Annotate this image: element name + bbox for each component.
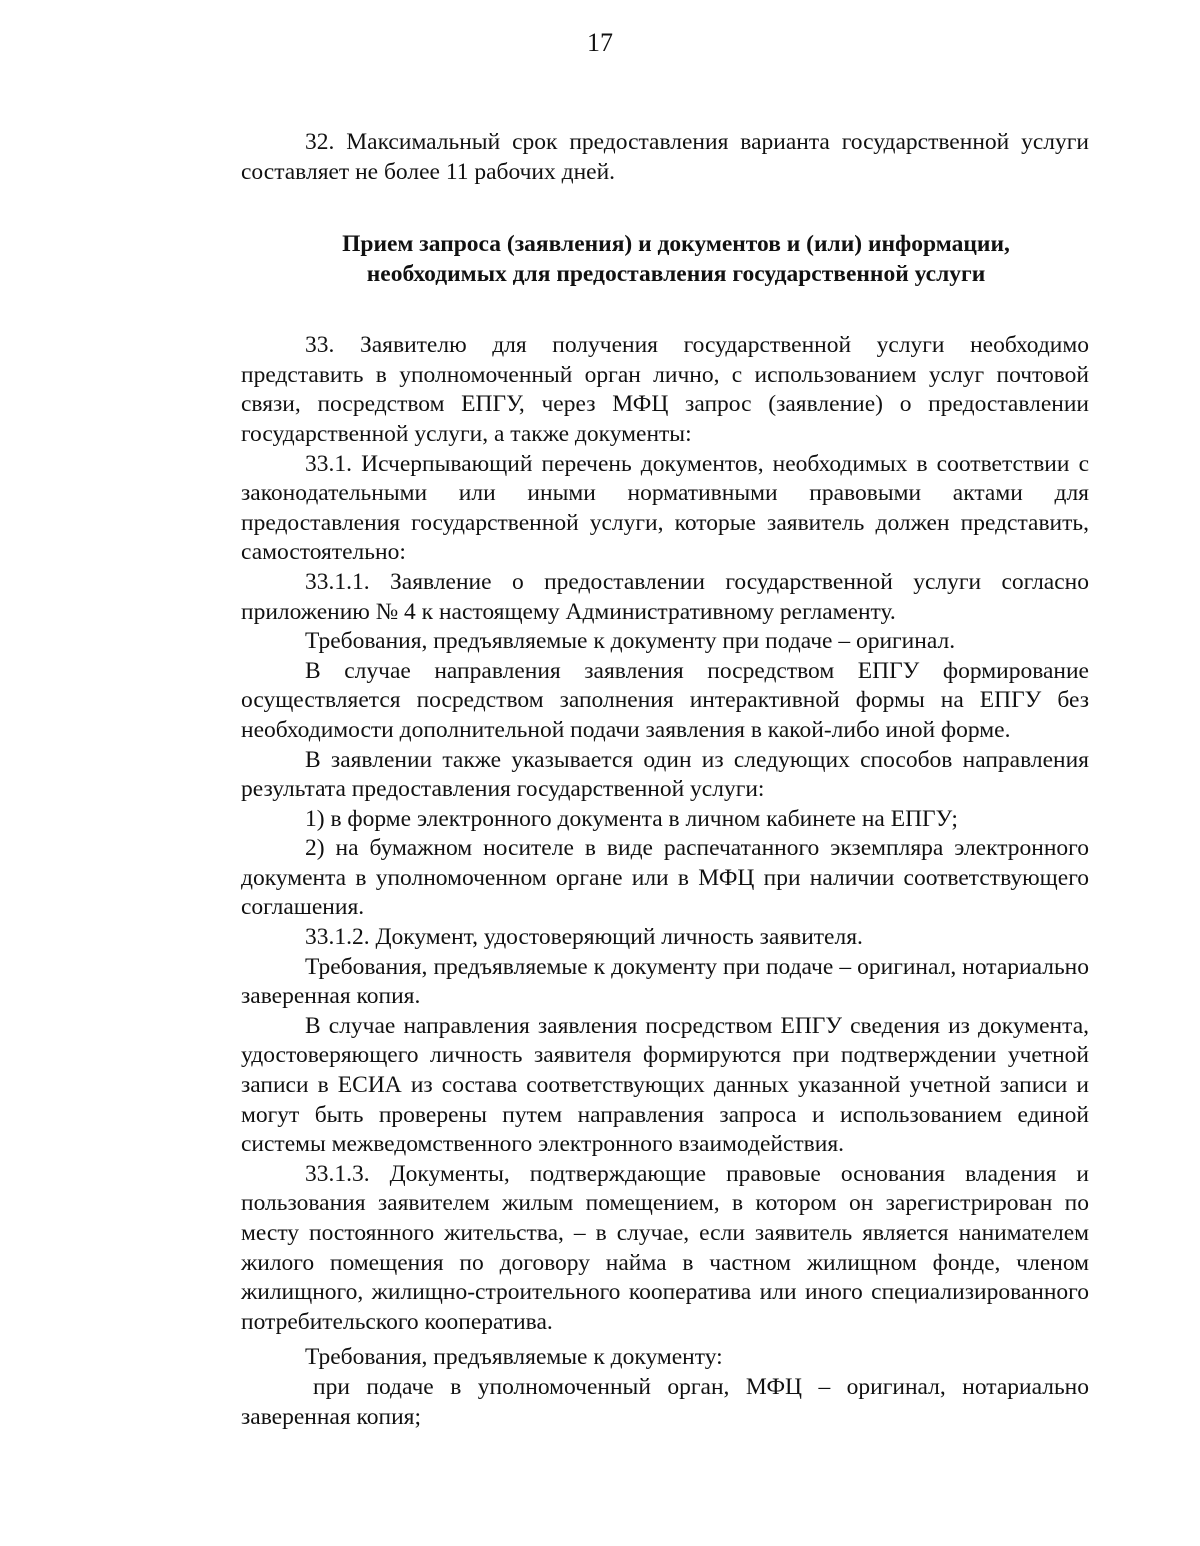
paragraph-33-1: 33.1. Исчерпывающий перечень документов, необходимых в соответствии с законодательными или иными нормативными правовыми актами для предоставления государственной услуги, которые заявитель должен представить, самостоятельно:	[241, 450, 1089, 566]
paragraph-submission: при подаче в уполномоченный орган, МФЦ – оригинал, нотариально заверенная копия;	[241, 1373, 1089, 1430]
paragraph-33-1-2: 33.1.2. Документ, удостоверяющий личность заявителя.	[305, 924, 863, 951]
list-item-1: 1) в форме электронного документа в личном кабинете на ЕПГУ;	[305, 805, 958, 832]
paragraph-33: 33. Заявителю для получения государственной услуги необходимо представить в уполномоченный орган лично, с использованием услуг почтовой связи, посредством ЕПГУ, через МФЦ запрос (заявление) о предоставлении государственной услуги, а также документы:	[241, 332, 1089, 447]
paragraph-requirements-id: Требования, предъявляемые к документу при подаче – оригинал, нотариально заверенная копия.	[241, 953, 1089, 1010]
document-body	[241, 128, 1089, 1432]
paragraph-33-1-3: 33.1.3. Документы, подтверждающие правовые основания владения и пользования заявителем жилым помещением, в котором он зарегистрирован по месту постоянного жительства, – в случае, если заявитель является нанимателем жилого помещения по договору найма в частном жилищном фонде, членом жилищного, жилищно-строительного кооператива или иного специализированного потребительского кооператива.	[241, 1160, 1089, 1335]
section-heading-line-1: Прием запроса (заявления) и документов и (или) информации,	[342, 231, 1010, 258]
section-heading	[241, 229, 1089, 289]
paragraph-requirements-original: Требования, предъявляемые к документу при подаче – оригинал.	[305, 628, 956, 655]
paragraph-32: 32. Максимальный срок предоставления варианта государственной услуги составляет не более 11 рабочих дней.	[241, 129, 1089, 185]
page-number: 17	[587, 28, 613, 57]
paragraph-33-1-1: 33.1.1. Заявление о предоставлении государственной услуги согласно приложению № 4 к настоящему Административному регламенту.	[241, 568, 1089, 625]
section-heading-line-2: необходимых для предоставления государственной услуги	[366, 261, 986, 288]
list-item-2: 2) на бумажном носителе в виде распечатанного экземпляра электронного документа в уполномоченном органе или в МФЦ при наличии соответствующего соглашения.	[241, 835, 1089, 921]
paragraph-esia: В случае направления заявления посредством ЕПГУ сведения из документа, удостоверяющего личность заявителя формируются при подтверждении учетной записи в ЕСИА из состава соответствующих данных указанной учетной записи и могут быть проверены путем направления запроса и использованием единой системы межведомственного электронного взаимодействия.	[241, 1012, 1089, 1158]
paragraph-result-methods: В заявлении также указывается один из следующих способов направления результата предоставления государственной услуги:	[241, 746, 1089, 803]
paragraph-requirements-document: Требования, предъявляемые к документу:	[305, 1344, 723, 1371]
paragraph-epgu-form: В случае направления заявления посредством ЕПГУ формирование осуществляется посредством заполнения интерактивной формы на ЕПГУ без необходимости дополнительной подачи заявления в какой-либо иной форме.	[241, 657, 1089, 743]
